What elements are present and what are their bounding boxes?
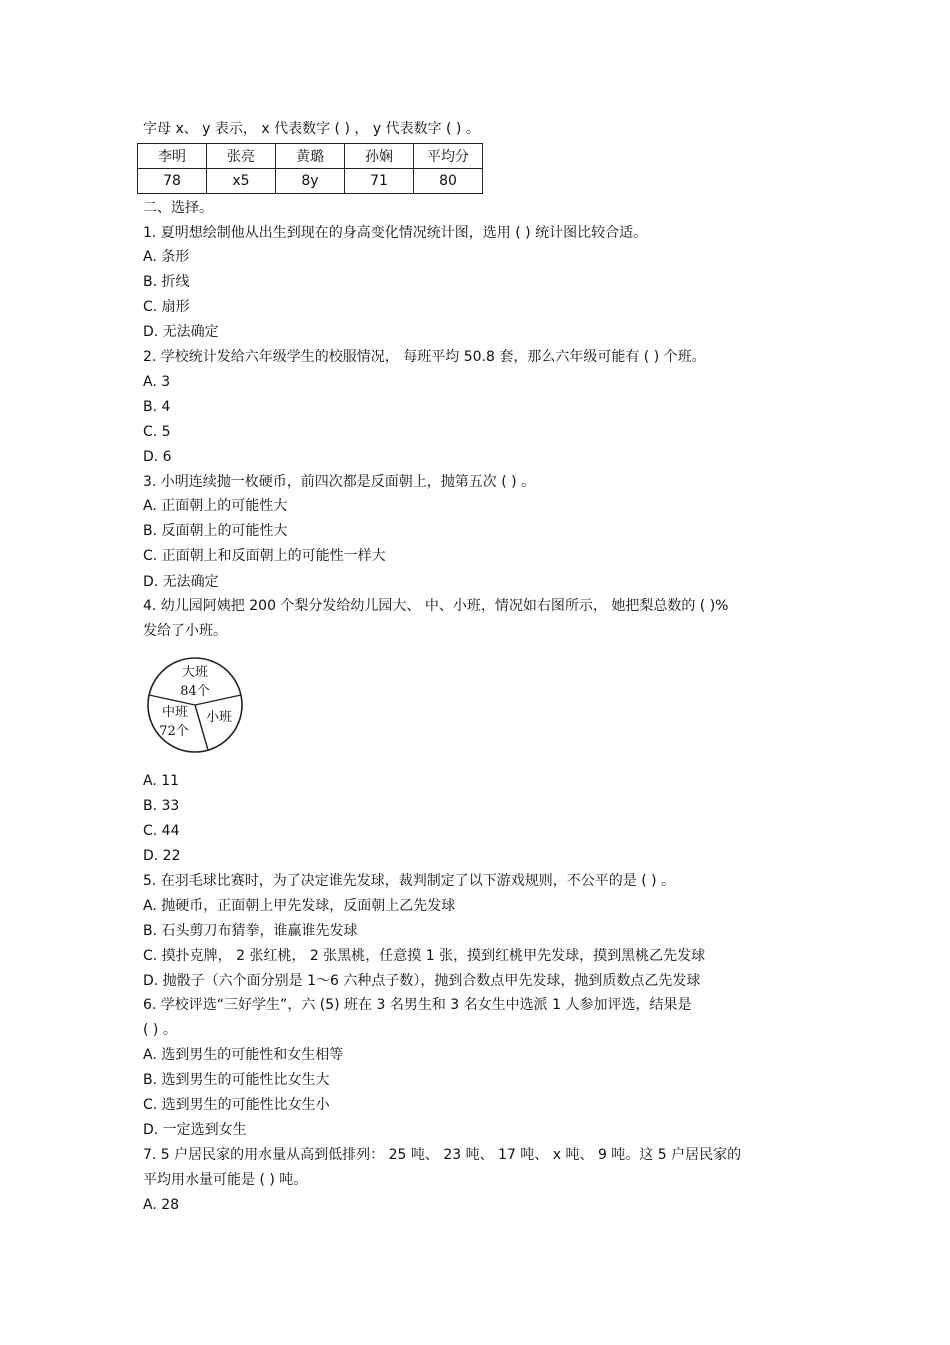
- table-cell: 80: [414, 169, 483, 194]
- question-6-line-1: 6. 学校评选“三好学生”，六 (5) 班在 3 名男生和 3 名女生中选派 1 人参加评选，结果是: [143, 997, 692, 1013]
- pie-label-large: 大班: [181, 665, 209, 680]
- pie-chart: [145, 655, 245, 755]
- option: A. 3: [143, 374, 171, 390]
- pie-label-middle: 中班: [161, 705, 189, 720]
- option: D. 无法确定: [143, 324, 219, 340]
- question-6-line-2: ( ) 。: [143, 1022, 177, 1038]
- option: A. 正面朝上的可能性大: [143, 498, 288, 514]
- option: A. 抛硬币，正面朝上甲先发球，反面朝上乙先发球: [143, 898, 456, 914]
- option: C. 摸扑克牌， 2 张红桃， 2 张黑桃，任意摸 1 张，摸到红桃甲先发球，摸到黑桃乙先发球: [143, 948, 706, 964]
- option: D. 一定选到女生: [143, 1122, 247, 1138]
- option: B. 选到男生的可能性比女生大: [143, 1072, 330, 1088]
- table-header-cell: 张亮: [207, 144, 276, 169]
- question-5: 5. 在羽毛球比赛时，为了决定谁先发球，裁判制定了以下游戏规则，不公平的是 ( ) 。: [143, 873, 676, 889]
- option: A. 11: [143, 773, 180, 789]
- table-cell: 8y: [276, 169, 345, 194]
- option: C. 选到男生的可能性比女生小: [143, 1097, 330, 1113]
- option: A. 选到男生的可能性和女生相等: [143, 1047, 344, 1063]
- option: C. 5: [143, 424, 171, 440]
- option: B. 石头剪刀布猜拳，谁赢谁先发球: [143, 923, 358, 939]
- question-1: 1. 夏明想绘制他从出生到现在的身高变化情况统计图，选用 ( ) 统计图比较合适。: [143, 225, 648, 241]
- intro-line: 字母 x、 y 表示， x 代表数字 ( ) ， y 代表数字 ( ) 。: [143, 121, 480, 137]
- option: C. 扇形: [143, 299, 190, 315]
- pie-label-small: 小班: [205, 710, 233, 725]
- table-header-cell: 李明: [138, 144, 207, 169]
- option: D. 无法确定: [143, 574, 219, 590]
- option: C. 44: [143, 823, 180, 839]
- question-4-line-1: 4. 幼儿园阿姨把 200 个梨分发给幼儿园大、 中、小班，情况如右图所示， 她把梨总数的 ( )%: [143, 598, 729, 614]
- question-3: 3. 小明连续抛一枚硬币，前四次都是反面朝上，抛第五次 ( ) 。: [143, 474, 536, 490]
- option: C. 正面朝上和反面朝上的可能性一样大: [143, 548, 386, 564]
- question-4-line-2: 发给了小班。: [143, 623, 227, 639]
- score-table: [137, 143, 483, 194]
- question-2: 2. 学校统计发给六年级学生的校服情况， 每班平均 50.8 套，那么六年级可能有 ( ) 个班。: [143, 349, 706, 365]
- question-7-line-2: 平均用水量可能是 ( ) 吨。: [143, 1172, 308, 1188]
- option: B. 4: [143, 399, 171, 415]
- table-header-cell: 孙娴: [345, 144, 414, 169]
- table-header-cell: 黄璐: [276, 144, 345, 169]
- option: A. 条形: [143, 249, 190, 265]
- pie-count-large: 84个: [180, 684, 210, 699]
- table-row: [138, 169, 483, 194]
- option: B. 33: [143, 798, 180, 814]
- option: D. 22: [143, 848, 181, 864]
- table-header-cell: 平均分: [414, 144, 483, 169]
- table-cell: x5: [207, 169, 276, 194]
- option: D. 抛骰子（六个面分别是 1～6 六种点子数），抛到合数点甲先发球，抛到质数点乙先发球: [143, 973, 701, 989]
- question-7-line-1: 7. 5 户居民家的用水量从高到低排列： 25 吨、 23 吨、 17 吨、 x 吨、 9 吨。这 5 户居民家的: [143, 1147, 742, 1163]
- table-cell: 78: [138, 169, 207, 194]
- option: B. 折线: [143, 274, 190, 290]
- option: A. 28: [143, 1197, 180, 1213]
- pie-count-middle: 72个: [159, 724, 189, 739]
- option: D. 6: [143, 449, 172, 465]
- table-header-row: [138, 144, 483, 169]
- section-title: 二、选择。: [143, 200, 213, 216]
- option: B. 反面朝上的可能性大: [143, 523, 288, 539]
- table-cell: 71: [345, 169, 414, 194]
